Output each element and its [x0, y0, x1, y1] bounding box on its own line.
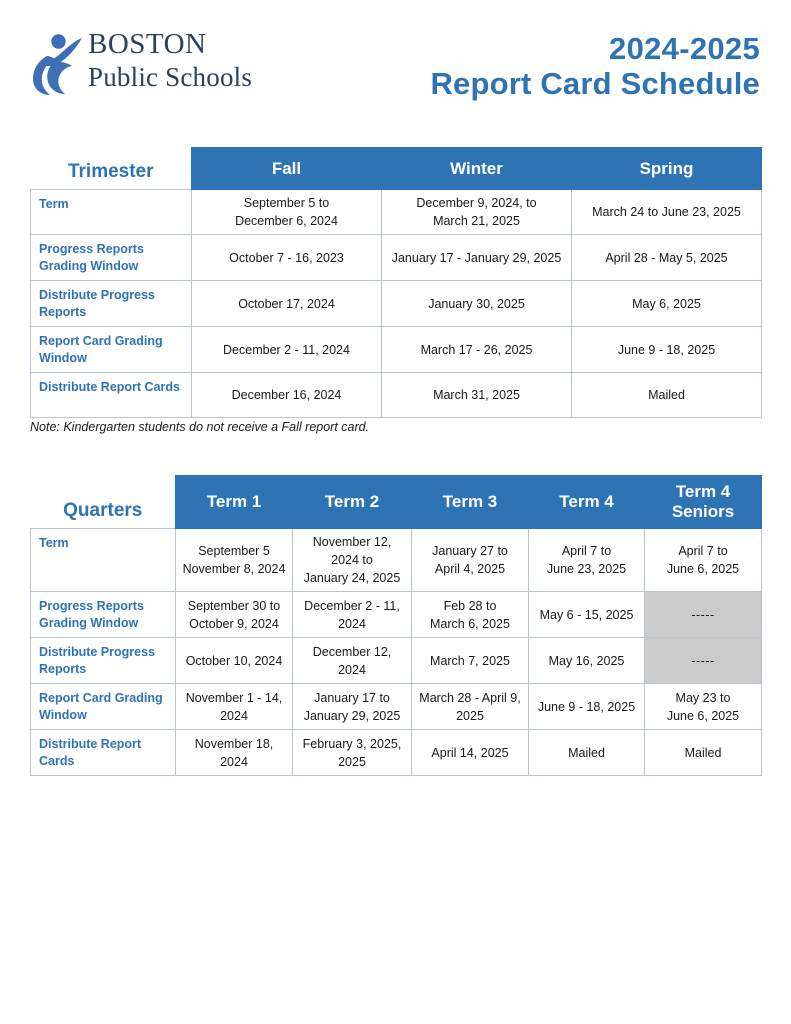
cell-r3-c2: June 9 - 18, 2025	[572, 327, 762, 373]
cell-r1-c4: -----	[645, 592, 762, 638]
row-label-report-card-grading-window: Report Card Grading Window	[31, 327, 192, 373]
cell-r3-c0: November 1 - 14, 2024	[176, 684, 293, 730]
cell-r1-c3: May 6 - 15, 2025	[529, 592, 645, 638]
cell-r0-c4: April 7 to June 6, 2025	[645, 529, 762, 592]
cell-r4-c2: Mailed	[572, 373, 762, 418]
table-row	[31, 327, 762, 373]
bps-logo	[30, 30, 252, 96]
cell-r3-c3: June 9 - 18, 2025	[529, 684, 645, 730]
quarters-table-header	[31, 476, 762, 529]
quarters-corner-label: Quarters	[31, 476, 176, 529]
row-label-distribute-report-cards: Distribute Report Cards	[31, 373, 192, 418]
cell-r1-c1: January 17 - January 29, 2025	[382, 235, 572, 281]
table-row	[31, 529, 762, 592]
cell-r3-c2: March 28 - April 9, 2025	[412, 684, 529, 730]
cell-r2-c0: October 10, 2024	[176, 638, 293, 684]
table-row	[31, 730, 762, 776]
row-label-report-card-grading-window: Report Card Grading Window	[31, 684, 176, 730]
logo-line-public-schools: Public Schools	[88, 62, 253, 92]
cell-r2-c2: May 6, 2025	[572, 281, 762, 327]
cell-r2-c2: March 7, 2025	[412, 638, 529, 684]
table-header-row	[31, 148, 762, 190]
quarters-table-body	[31, 529, 762, 776]
table-row	[31, 638, 762, 684]
trimester-table-body	[31, 190, 762, 418]
cell-r4-c3: Mailed	[529, 730, 645, 776]
table-row	[31, 684, 762, 730]
quarters-column-term-4: Term 4	[529, 476, 645, 529]
cell-r0-c0: September 5 to December 6, 2024	[192, 190, 382, 235]
title-school-year: 2024-2025	[609, 31, 760, 66]
table-row	[31, 373, 762, 418]
cell-r0-c1: December 9, 2024, to March 21, 2025	[382, 190, 572, 235]
quarters-column-term-1: Term 1	[176, 476, 293, 529]
cell-r1-c0: October 7 - 16, 2023	[192, 235, 382, 281]
row-label-progress-reports-grading-window: Progress Reports Grading Window	[31, 592, 176, 638]
page-title	[430, 32, 760, 101]
cell-r4-c1: February 3, 2025, 2025	[293, 730, 412, 776]
cell-r2-c3: May 16, 2025	[529, 638, 645, 684]
cell-r2-c0: October 17, 2024	[192, 281, 382, 327]
page-header	[0, 18, 791, 118]
cell-r4-c0: December 16, 2024	[192, 373, 382, 418]
cell-r1-c2: April 28 - May 5, 2025	[572, 235, 762, 281]
trimester-column-fall: Fall	[192, 148, 382, 190]
cell-r3-c1: March 17 - 26, 2025	[382, 327, 572, 373]
row-label-distribute-progress-reports: Distribute Progress Reports	[31, 638, 176, 684]
cell-r3-c0: December 2 - 11, 2024	[192, 327, 382, 373]
cell-r2-c1: January 30, 2025	[382, 281, 572, 327]
cell-r0-c0: September 5 November 8, 2024	[176, 529, 293, 592]
kindergarten-note: Note: Kindergarten students do not receive a Fall report card.	[30, 420, 370, 434]
quarters-column-term-3: Term 3	[412, 476, 529, 529]
cell-r2-c4: -----	[645, 638, 762, 684]
table-row	[31, 592, 762, 638]
cell-r0-c1: November 12, 2024 to January 24, 2025	[293, 529, 412, 592]
quarters-schedule-table	[30, 475, 762, 776]
title-document-name: Report Card Schedule	[430, 65, 760, 101]
quarters-column-term-2: Term 2	[293, 476, 412, 529]
row-label-distribute-progress-reports: Distribute Progress Reports	[31, 281, 192, 327]
cell-r0-c2: January 27 to April 4, 2025	[412, 529, 529, 592]
row-label-term: Term	[31, 529, 176, 592]
table-row	[31, 281, 762, 327]
boston-public-schools-leaping-figure-logo-icon	[30, 32, 84, 96]
cell-r1-c2: Feb 28 to March 6, 2025	[412, 592, 529, 638]
cell-r3-c1: January 17 to January 29, 2025	[293, 684, 412, 730]
cell-r0-c3: April 7 to June 23, 2025	[529, 529, 645, 592]
cell-r4-c4: Mailed	[645, 730, 762, 776]
trimester-column-winter: Winter	[382, 148, 572, 190]
bps-wordmark	[88, 30, 252, 91]
logo-line-boston: BOSTON	[88, 28, 207, 60]
cell-r0-c2: March 24 to June 23, 2025	[572, 190, 762, 235]
table-header-row	[31, 476, 762, 529]
cell-r3-c4: May 23 to June 6, 2025	[645, 684, 762, 730]
cell-r1-c1: December 2 - 11, 2024	[293, 592, 412, 638]
cell-r2-c1: December 12, 2024	[293, 638, 412, 684]
cell-r4-c2: April 14, 2025	[412, 730, 529, 776]
row-label-progress-reports-grading-window: Progress Reports Grading Window	[31, 235, 192, 281]
cell-r1-c0: September 30 to October 9, 2024	[176, 592, 293, 638]
trimester-schedule-table	[30, 147, 762, 418]
cell-r4-c0: November 18, 2024	[176, 730, 293, 776]
table-row	[31, 235, 762, 281]
trimester-corner-label: Trimester	[31, 148, 192, 190]
row-label-term: Term	[31, 190, 192, 235]
trimester-column-spring: Spring	[572, 148, 762, 190]
trimester-table-header	[31, 148, 762, 190]
quarters-column-term-4-seniors: Term 4 Seniors	[645, 476, 762, 529]
table-row	[31, 190, 762, 235]
cell-r4-c1: March 31, 2025	[382, 373, 572, 418]
row-label-distribute-report-cards: Distribute Report Cards	[31, 730, 176, 776]
